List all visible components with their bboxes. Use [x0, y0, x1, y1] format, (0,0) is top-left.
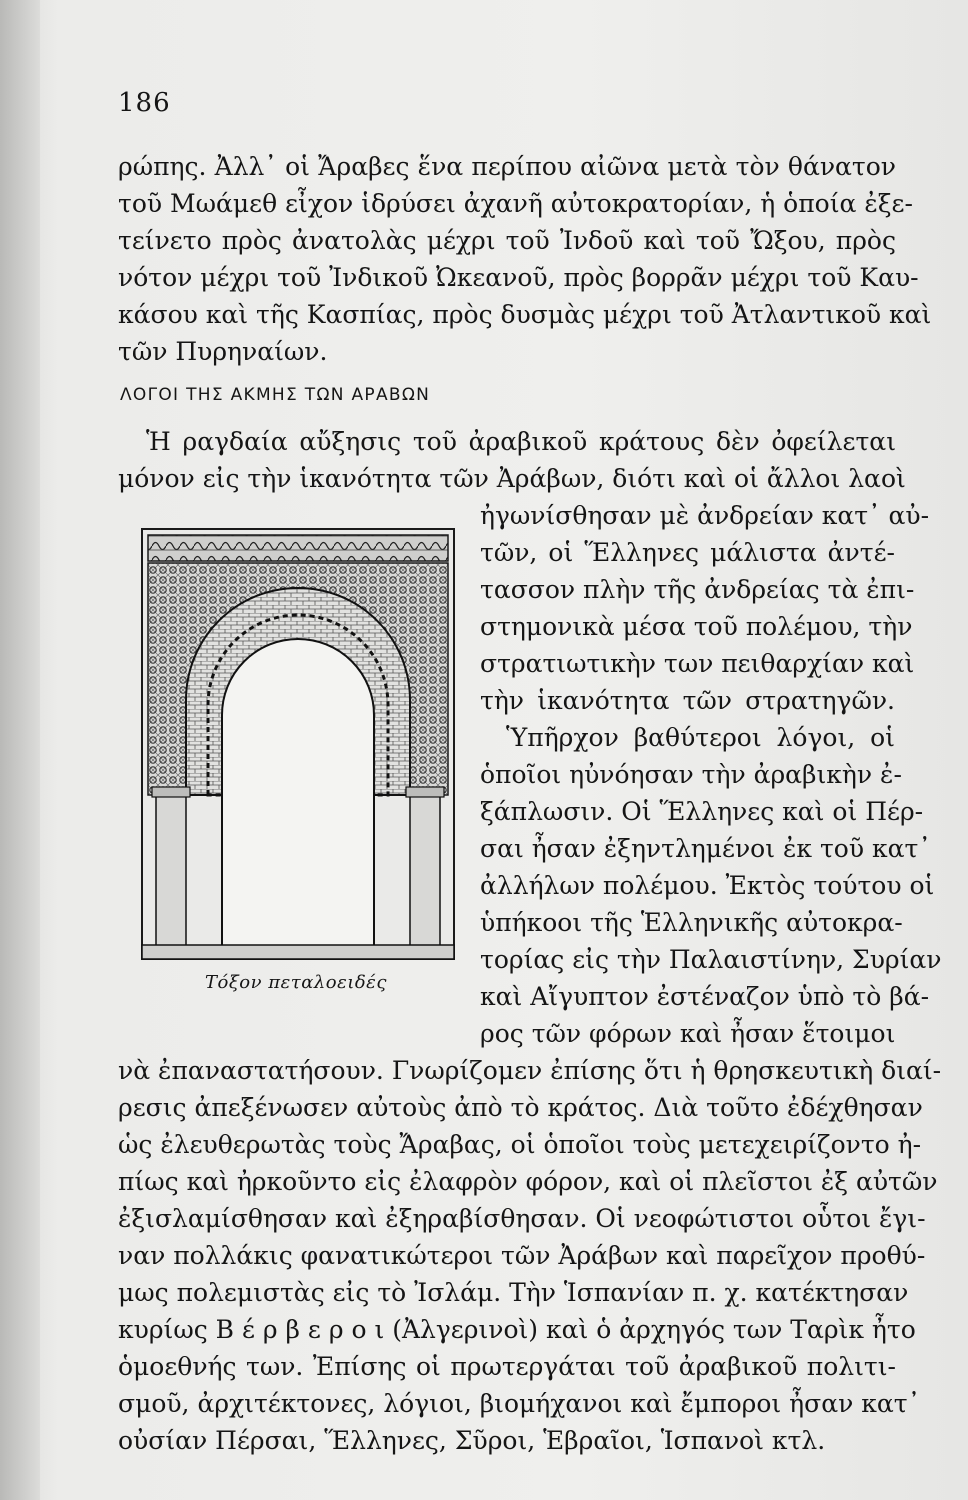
- horseshoe-arch-icon: [138, 525, 458, 965]
- text-line: σαι ἦσαν ἐξηντλημένοι ἐκ τοῦ κατ᾿: [480, 834, 931, 863]
- text-line: στρατιωτικὴν των πειθαρχίαν καὶ: [480, 649, 915, 678]
- text-line: ναν πολλάκις φανατικώτεροι τῶν Ἀράβων καὶ παρεῖχον προθύ-: [118, 1241, 926, 1270]
- text-line: τορίας εἰς τὴν Παλαιστίνην, Συρίαν: [480, 945, 942, 974]
- text-line: καὶ Αἴγυπτον ἐστέναζον ὑπὸ τὸ βά-: [480, 982, 930, 1011]
- text-line: πίως καὶ ἠρκοῦντο εἰς ἐλαφρὸν φόρον, καὶ οἱ πλεῖστοι ἐξ αὐτῶν: [118, 1167, 938, 1196]
- horseshoe-arch-figure: [138, 525, 458, 965]
- text-line: τασσον πλὴν τῆς ἀνδρείας τὰ ἐπι-: [480, 575, 915, 604]
- text-line: ἀλλήλων πολέμου. Ἐκτὸς τούτου οἱ: [480, 871, 935, 900]
- text-line: ρώπης. Ἀλλ᾿ οἱ Ἄραβες ἕνα περίπου αἰῶνα μετὰ τὸν θάνατον: [118, 152, 896, 181]
- text-line: τείνετο πρὸς ἀνατολὰς μέχρι τοῦ Ἰνδοῦ καὶ τοῦ Ὤξου, πρὸς: [118, 226, 896, 255]
- page-gutter: [0, 0, 40, 1500]
- figure-caption: Τόξον πεταλοειδές: [205, 972, 387, 993]
- text-line: Ἡ ραγδαία αὔξησις τοῦ ἀραβικοῦ κράτους δὲν ὀφείλεται: [146, 427, 896, 456]
- text-line: τὴν ἱκανότητα τῶν στρατηγῶν.: [480, 686, 895, 715]
- section-heading: ΛΟΓΟΙ ΤΗΣ ΑΚΜΗΣ ΤΩΝ ΑΡΑΒΩΝ: [120, 385, 431, 405]
- text-line: ρεσις ἀπεξένωσεν αὐτοὺς ἀπὸ τὸ κράτος. Διὰ τοῦτο ἐδέχθησαν: [118, 1093, 923, 1122]
- text-line: ὑπήκοοι τῆς Ἑλληνικῆς αὐτοκρα-: [480, 908, 903, 937]
- page-number: 186: [118, 88, 171, 118]
- text-line: νὰ ἐπαναστατήσουν. Γνωρίζομεν ἐπίσης ὅτι ἡ θρησκευτικὴ διαί-: [118, 1056, 942, 1085]
- text-line: ἐξισλαμίσθησαν καὶ ἐξηραβίσθησαν. Οἱ νεοφώτιστοι οὗτοι ἔγι-: [118, 1204, 926, 1233]
- text-line: τῶν, οἱ Ἕλληνες μάλιστα ἀντέ-: [480, 538, 895, 567]
- text-line: Ὑπῆρχον βαθύτεροι λόγοι, οἱ: [506, 723, 895, 752]
- text-line: τῶν Πυρηναίων.: [118, 337, 328, 366]
- text-line: σμοῦ, ἀρχιτέκτονες, λόγιοι, βιομήχανοι καὶ ἔμποροι ἦσαν κατ᾿: [118, 1389, 921, 1418]
- text-line: ρος τῶν φόρων καὶ ἦσαν ἕτοιμοι: [480, 1019, 896, 1048]
- text-line: κυρίως Β έ ρ β ε ρ ο ι (Ἀλγερινοὶ) καὶ ὁ ἀρχηγός των Ταρὶκ ἦτο: [118, 1315, 916, 1344]
- text-line: ὁποῖοι ηὐνόησαν τὴν ἀραβικὴν ἐ-: [480, 760, 902, 789]
- text-line: κάσου καὶ τῆς Κασπίας, πρὸς δυσμὰς μέχρι τοῦ Ἀτλαντικοῦ καὶ: [118, 300, 932, 329]
- text-line: οὐσίαν Πέρσαι, Ἕλληνες, Σῦροι, Ἑβραῖοι, Ἱσπανοὶ κτλ.: [118, 1426, 826, 1455]
- text-line: ὁμοεθνής των. Ἐπίσης οἱ πρωτεργάται τοῦ ἀραβικοῦ πολιτι-: [118, 1352, 896, 1381]
- text-line: ἠγωνίσθησαν μὲ ἀνδρείαν κατ᾿ αὐ-: [480, 501, 930, 530]
- text-line: μόνον εἰς τὴν ἱκανότητα τῶν Ἀράβων, διότι καὶ οἱ ἄλλοι λαοὶ: [118, 464, 906, 493]
- text-line: τοῦ Μωάμεθ εἶχον ἱδρύσει ἀχανῆ αὐτοκρατορίαν, ἡ ὁποία ἐξε-: [118, 189, 913, 218]
- text-line: στημονικὰ μέσα τοῦ πολέμου, τὴν: [480, 612, 913, 641]
- text-line: νότον μέχρι τοῦ Ἰνδικοῦ Ὠκεανοῦ, πρὸς βορρᾶν μέχρι τοῦ Καυ-: [118, 263, 919, 292]
- text-line: ὡς ἐλευθερωτὰς τοὺς Ἄραβας, οἱ ὁποῖοι τοὺς μετεχειρίζοντο ἠ-: [118, 1130, 922, 1159]
- text-line: ξάπλωσιν. Οἱ Ἕλληνες καὶ οἱ Πέρ-: [480, 797, 924, 826]
- text-line: μως πολεμιστὰς εἰς τὸ Ἰσλάμ. Τὴν Ἱσπανίαν π. χ. κατέκτησαν: [118, 1278, 909, 1307]
